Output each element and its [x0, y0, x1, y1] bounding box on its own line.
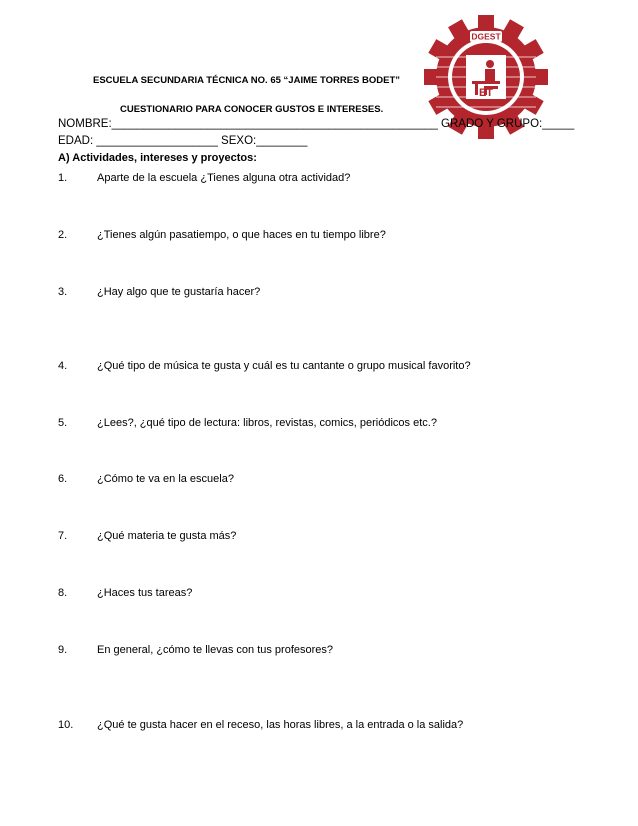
question-text: ¿Qué materia te gusta más? — [97, 530, 237, 542]
logo-initials: ET — [478, 87, 494, 99]
question-text: En general, ¿cómo te llevas con tus profesores? — [97, 644, 334, 656]
question-number: 10. — [58, 719, 74, 731]
question-text: ¿Lees?, ¿qué tipo de lectura: libros, revistas, comics, periódicos etc.? — [97, 417, 437, 429]
question-text: ¿Qué te gusta hacer en el receso, las horas libres, a la entrada o la salida? — [97, 719, 464, 731]
edad-sexo-field[interactable]: EDAD: ___________________ SEXO:________ — [58, 135, 308, 147]
question-number: 8. — [58, 587, 68, 599]
question-number: 4. — [58, 360, 68, 372]
question-number: 9. — [58, 644, 68, 656]
question-number: 3. — [58, 286, 68, 298]
question-number: 6. — [58, 473, 68, 485]
question-text: Aparte de la escuela ¿Tienes alguna otra actividad? — [97, 172, 351, 184]
question-number: 5. — [58, 417, 68, 429]
question-text: ¿Tienes algún pasatiempo, o que haces en tu tiempo libre? — [97, 229, 386, 241]
question-text: ¿Hay algo que te gustaría hacer? — [97, 286, 261, 298]
question-number: 2. — [58, 229, 68, 241]
school-name: ESCUELA SECUNDARIA TÉCNICA NO. 65 “JAIME TORRES BODET” — [93, 75, 401, 86]
question-number: 7. — [58, 530, 68, 542]
question-text: ¿Cómo te va en la escuela? — [97, 473, 234, 485]
question-number: 1. — [58, 172, 68, 184]
question-text: ¿Qué tipo de música te gusta y cuál es tu cantante o grupo musical favorito? — [97, 360, 471, 372]
questionnaire-title: CUESTIONARIO PARA CONOCER GUSTOS E INTERESES. — [120, 104, 384, 115]
question-text: ¿Haces tus tareas? — [97, 587, 193, 599]
logo-badge-text: DGEST — [471, 31, 501, 42]
nombre-grado-field[interactable]: NOMBRE:___________________________________________________ GRADO Y GRUPO:_____ — [58, 118, 575, 130]
section-title: A) Actividades, intereses y proyectos: — [58, 152, 257, 164]
